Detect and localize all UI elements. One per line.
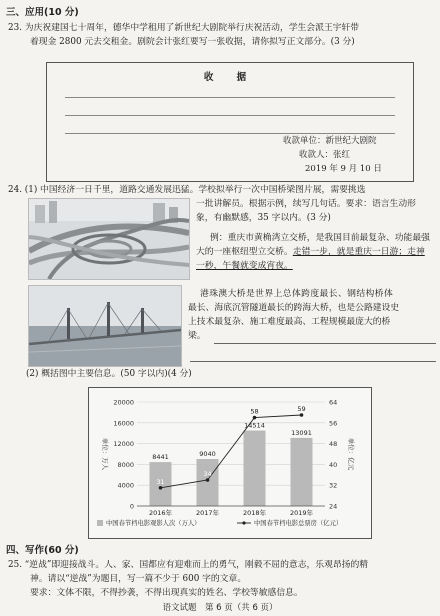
combo-chart — [89, 388, 371, 538]
bar-value-label: 13091 — [291, 428, 312, 437]
q23-line-1: 23. 为庆祝建国七十周年，德华中学租用了新世纪大剧院举行庆祝活动，学生会派王宇轩带 — [8, 23, 360, 33]
line-point — [206, 478, 210, 482]
hzmb-line-3: 上技术最复杂、施工难度最高、工程规模最庞大的桥 — [188, 317, 391, 327]
box-office-line — [161, 415, 302, 488]
receipt-box — [46, 62, 414, 182]
q25-line-3: 要求：文体不限，不得抄袭，不得出现真实的姓名、学校等敏感信息。 — [30, 588, 303, 598]
bar-value-label: 9040 — [199, 449, 216, 458]
y-left-tick-label: 20000 — [113, 398, 134, 407]
answer-line[interactable] — [214, 343, 436, 344]
line-value-label: 31 — [156, 477, 165, 486]
y-right-tick-label: 64 — [329, 398, 338, 407]
hzmb-line-1: 港珠澳大桥是世界上总体跨度最长、钢结构桥体 — [200, 289, 394, 299]
y-left-tick-label: 8000 — [117, 460, 134, 469]
bar-value-label: 14514 — [244, 421, 265, 430]
receipt-title: 收 据 — [203, 72, 257, 83]
overpass-illustration — [29, 199, 189, 279]
q23-line-2: 着现金 2800 元去交租金。剧院会计张红要写一张收据，请你拟写正文部分。(3 分) — [30, 37, 355, 47]
q25-line-1: 25. “逆战”即迎接战斗。人、家、国都应有迎难而上的勇气，刚毅不屈的意志，乐观昂扬的精 — [8, 560, 369, 570]
line-value-label: 59 — [297, 405, 306, 413]
y-left-tick-label: 4000 — [117, 481, 134, 490]
line-point — [159, 486, 163, 490]
bridge-photo — [28, 285, 182, 367]
x-tick-label: 2018年 — [242, 509, 267, 517]
hzmb-line-4: 梁。 — [188, 331, 206, 341]
example-underlined: 走错一步，就是重庆一日游；走神 — [292, 247, 425, 257]
x-tick-label: 2017年 — [195, 509, 220, 517]
section-3-title: 三、应用(10 分) — [6, 7, 79, 18]
example-text: 大的一座枢纽型立交桥。 — [196, 247, 293, 257]
receipt-writing-line[interactable] — [65, 115, 395, 116]
answer-line[interactable] — [190, 361, 436, 362]
q24-line-2: 一批讲解员。根据示例，续写几句话。要求：语言生动形 — [196, 199, 416, 209]
legend-bar-label: 中国春节档电影观影人次（万人） — [106, 520, 201, 527]
receipt-date: 2019 年 9 月 10 日 — [305, 164, 382, 174]
line-value-label: 34 — [203, 470, 212, 478]
x-tick-label: 2016年 — [148, 509, 173, 517]
overpass-photo — [28, 198, 190, 280]
example-line-2 — [196, 246, 436, 260]
y-right-tick-label: 24 — [329, 502, 338, 511]
example-line-3: 一秒，午餐就变成宵夜。 — [196, 261, 293, 271]
bar-value-label: 8441 — [152, 453, 169, 462]
bar — [197, 459, 219, 506]
example-line-1: 例：重庆市黄桷湾立交桥，是我国目前最复杂、功能最强 — [210, 233, 430, 243]
bar — [244, 431, 266, 506]
q24-part-2: (2) 概括图中主要信息。(50 字以内)(4 分) — [26, 369, 192, 379]
hzmb-line-2: 最长、海底沉管隧道最长的跨海大桥，也是公路建设史 — [188, 303, 400, 313]
y-right-tick-label: 40 — [329, 460, 338, 469]
receipt-unit: 收款单位：新世纪大剧院 — [283, 136, 377, 146]
y-left-tick-label: 0 — [129, 502, 134, 511]
y-right-tick-label: 48 — [329, 440, 338, 449]
bar — [291, 438, 313, 506]
y-right-tick-label: 56 — [329, 419, 338, 428]
section-4-title: 四、写作(60 分) — [6, 545, 79, 556]
legend-bar-swatch — [97, 520, 103, 526]
q24-line-1: 24. (1) 中国经济一日千里，道路交通发展迅猛。学校拟举行一次中国桥梁图片展，需要挑选 — [8, 185, 366, 195]
y-right-axis-label: 单位：亿元 — [347, 437, 355, 471]
bridge-illustration — [29, 286, 181, 366]
q25-line-2: 神。请以“逆战”为题目，写一篇不少于 600 字的文章。 — [30, 574, 247, 584]
y-left-tick-label: 12000 — [113, 440, 134, 449]
line-value-label: 58 — [250, 407, 259, 416]
receipt-writing-line[interactable] — [65, 133, 395, 134]
q24-line-3: 象，有幽默感，35 字以内。(3 分) — [196, 213, 331, 223]
y-left-tick-label: 16000 — [113, 419, 134, 428]
y-left-axis-label: 单位：万人 — [101, 437, 109, 471]
receipt-person: 收款人：张红 — [299, 150, 351, 160]
y-right-tick-label: 32 — [329, 481, 338, 490]
receipt-writing-line[interactable] — [65, 97, 395, 98]
chart-panel — [88, 387, 372, 539]
line-point — [253, 416, 257, 420]
legend-line-marker — [242, 521, 245, 524]
line-point — [300, 413, 304, 417]
page-footer: 语文试题 第 6 页（共 6 页） — [162, 603, 278, 613]
legend-line-label: 中国春节档电影总票房（亿元） — [254, 520, 343, 527]
x-tick-label: 2019年 — [289, 509, 314, 517]
